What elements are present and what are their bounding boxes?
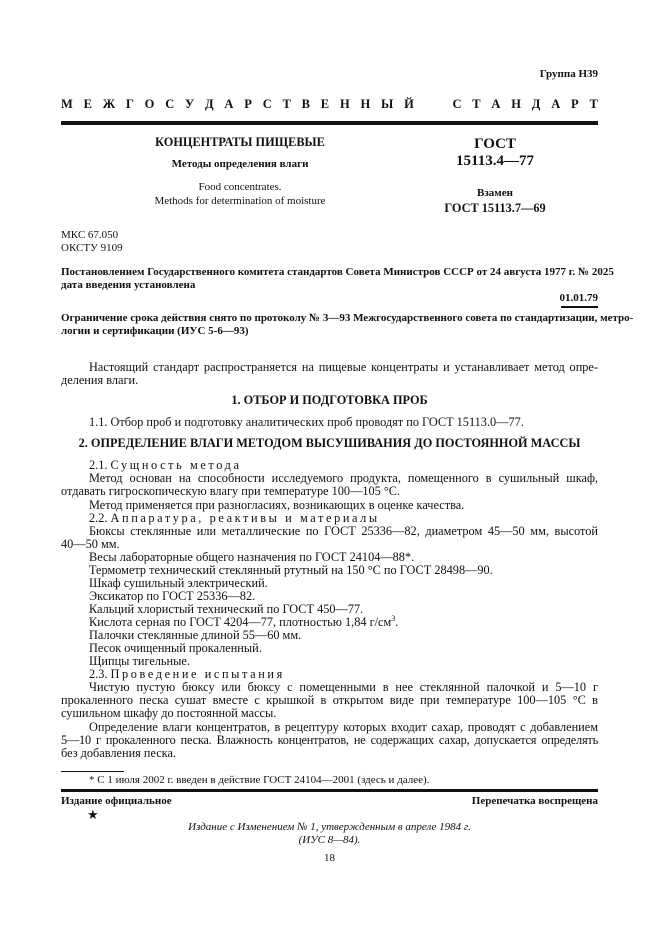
edition-note-2: (ИУС 8—84). (298, 834, 361, 846)
official-edition: Издание официальное (61, 795, 172, 807)
text-line: Чистую пустую бюксу или бюксу с помещенными в нее стеклянной палочкой и 5—10 г (89, 680, 598, 694)
gost-label: ГОСТ (474, 136, 516, 152)
header-letter: Д (205, 97, 214, 111)
gost-number: 15113.4—77 (456, 153, 534, 169)
text-line: Песок очищенный прокаленный. (89, 641, 262, 655)
effective-date: 01.01.79 (559, 292, 598, 304)
header-letter: У (185, 97, 195, 111)
text-line: прокаленного песка сушат вместе с крышкой в открытом виде при температуре 100—105 °С в (61, 693, 598, 707)
text-line: отдавать гигроскопическую влагу при температуре 100—105 °С. (61, 484, 401, 498)
text-line: Кальций хлористый технический по ГОСТ 450—77. (89, 602, 364, 616)
section-1-heading: 1. ОТБОР И ПОДГОТОВКА ПРОБ (231, 393, 428, 407)
okstu-code: ОКСТУ 9109 (61, 242, 123, 254)
footnote: * С 1 июля 2002 г. введен в действие ГОСТ 24104—2001 (здесь и далее). (89, 774, 430, 786)
header-letter: Д (531, 97, 541, 111)
star-icon: ★ (87, 807, 99, 822)
subsection-title: Сущность метода (110, 458, 242, 472)
header-letter: Т (282, 97, 291, 111)
header-rule (61, 121, 598, 125)
decree-line-2: дата введения установлена (61, 279, 196, 291)
text-line: Эксикатор по ГОСТ 25336—82. (89, 589, 256, 603)
limitation-line-2: логии и сертификации (ИУС 5-6—93) (61, 325, 249, 337)
header-letter: Н (360, 97, 371, 111)
text-line: 5—10 г прокаленного песка. Влажность концентратов, не содержащих сахар, допускается определять (61, 733, 598, 747)
text-line: 40—50 мм. (61, 537, 120, 551)
text-line: Весы лабораторные общего назначения по ГОСТ 24104—88*. (89, 550, 415, 564)
header-letter: О (144, 97, 155, 111)
subsection-title: Аппаратура, реактивы и материалы (110, 511, 380, 525)
reprint-prohibited: Перепечатка воспрещена (471, 795, 598, 807)
text: Кислота серная по ГОСТ 4204—77, плотностью 1,84 г/см (89, 615, 392, 629)
paragraph-1-1: 1.1. Отбор проб и подготовку аналитических проб проводят по ГОСТ 15113.0—77. (89, 415, 524, 429)
text-line: без добавления песка. (61, 746, 177, 760)
header-letter: Е (83, 97, 92, 111)
header-letter: А (491, 97, 501, 111)
header-letter: Г (125, 97, 134, 111)
text-line: Термометр технический стеклянный ртутный на 150 °С по ГОСТ 28498—90. (89, 563, 493, 577)
text: . (395, 615, 399, 629)
header-letter: Ж (102, 97, 116, 111)
header-letter: Н (511, 97, 521, 111)
edition-note-1: Издание с Изменением № 1, утвержденным в апреле 1984 г. (188, 821, 471, 833)
header-letter: А (551, 97, 561, 111)
subsection-title: Проведение испытания (110, 667, 285, 681)
header-letter: Е (320, 97, 330, 111)
text-line: Определение влаги концентратов, в рецептуру которых входит сахар, проводят с добавлением (89, 720, 598, 734)
header-letter (425, 97, 428, 111)
footnote-rule (61, 771, 124, 772)
header-letter (439, 97, 442, 111)
title-en-1: Food concentrates. (198, 181, 282, 193)
header-letter: Р (571, 97, 579, 111)
footer-rule (61, 789, 598, 792)
header-letter: С (262, 97, 272, 111)
text-line: Метод применяется при разногласиях, возникающих в оценке качества. (89, 498, 465, 512)
group-code: Группа Н39 (539, 68, 598, 80)
replaced-standard: ГОСТ 15113.7—69 (444, 201, 546, 215)
subsection-number: 2.1. (89, 458, 108, 472)
header-letter: А (224, 97, 234, 111)
subsection-number: 2.3. (89, 667, 108, 681)
text-line: Шкаф сушильный электрический. (89, 576, 268, 590)
text-line: Метод основан на способности исследуемого продукта, помещенного в сушильный шкаф, (89, 471, 598, 485)
replaces-label: Взамен (477, 187, 513, 199)
superscript: 3 (391, 613, 396, 623)
text-line: Щипцы тигельные. (89, 654, 190, 668)
header-letter: Й (404, 97, 414, 111)
header-letter: Р (244, 97, 252, 111)
header-letter: Т (589, 97, 598, 111)
header-letter: Т (472, 97, 481, 111)
title-sub: Методы определения влаги (171, 158, 309, 170)
title-en-2: Methods for determination of moisture (154, 195, 326, 207)
text-line: Бюксы стеклянные или металлические по ГОСТ 25336—82, диаметром 45—50 мм, высотой (89, 524, 598, 538)
decree-line-1: Постановлением Государственного комитета стандартов Совета Министров СССР от 24 августа 1977 г. № 2025 (61, 266, 614, 278)
subsection-number: 2.2. (89, 511, 108, 525)
header-letter: С (452, 97, 462, 111)
header-letter: Н (339, 97, 350, 111)
page-number: 18 (324, 852, 335, 864)
text-line: сушильном шкафу до постоянной массы. (61, 706, 277, 720)
intro-line-2: деления влаги. (61, 373, 139, 387)
standard-header (61, 97, 598, 111)
section-2-heading: 2. ОПРЕДЕЛЕНИЕ ВЛАГИ МЕТОДОМ ВЫСУШИВАНИЯ ДО ПОСТОЯННОЙ МАССЫ (78, 436, 581, 450)
header-letter: С (165, 97, 175, 111)
date-underline (561, 306, 598, 308)
title-main: КОНЦЕНТРАТЫ ПИЩЕВЫЕ (155, 135, 325, 149)
mks-code: МКС 67.050 (61, 229, 119, 241)
header-letter: М (61, 97, 73, 111)
intro-line-1: Настоящий стандарт распространяется на пищевые концентраты и устанавливает метод опре- (89, 360, 598, 374)
text-line: Палочки стеклянные длиной 55—60 мм. (89, 628, 302, 642)
limitation-line-1: Ограничение срока действия снято по протоколу № 3—93 Межгосударственного совета по стандартизации, метро- (61, 312, 634, 324)
header-letter: Ы (381, 97, 394, 111)
header-letter: В (301, 97, 310, 111)
